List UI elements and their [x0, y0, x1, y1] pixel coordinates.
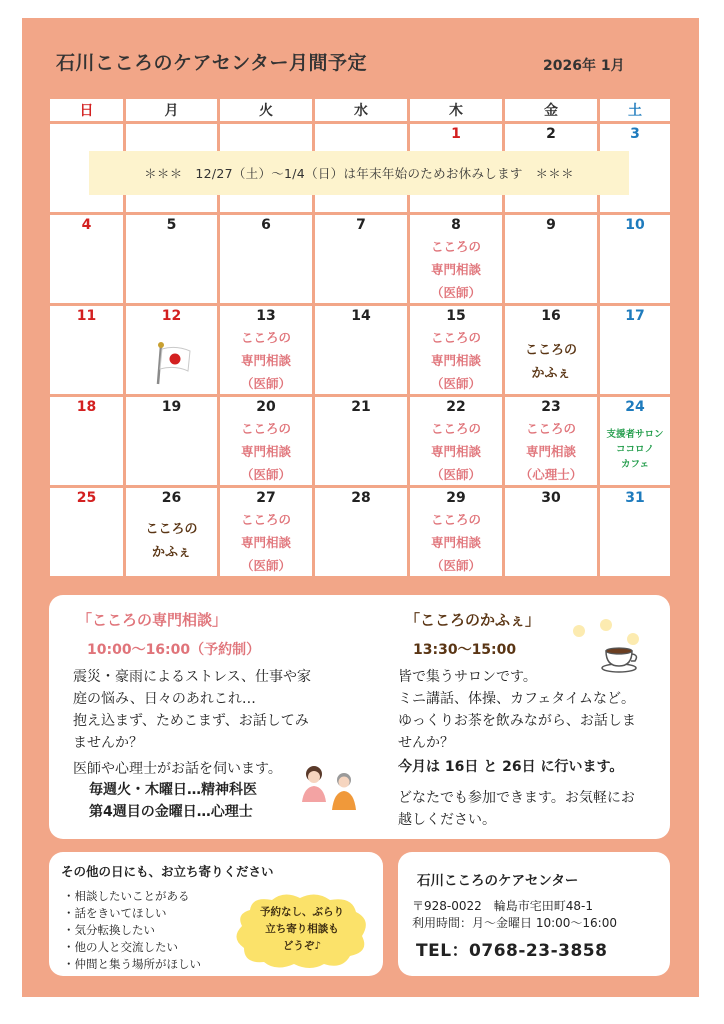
day-number: 16: [541, 308, 561, 324]
cafe-time: 13:30～15:00: [413, 642, 517, 658]
cafe-open-note: どなたでも参加できます。お気軽にお 越しください。: [398, 790, 635, 828]
day-number: 7: [356, 217, 366, 233]
day-number: 13: [256, 308, 276, 324]
event-cafe: こころの かふぇ: [145, 522, 198, 560]
event-salon: 支援者サロン ココロノ カフェ: [606, 429, 664, 470]
list-item: ・話をきいてほしい: [63, 906, 167, 920]
drop-in-list: [63, 888, 201, 973]
day-number: 10: [625, 217, 645, 233]
drop-in-panel: [49, 852, 383, 976]
event-consult-doctor: こころの 専門相談 （医師）: [240, 330, 291, 391]
consult-title: 「こころの専門相談」: [77, 611, 228, 629]
day-number: 21: [351, 399, 371, 415]
contact-org: 石川こころのケアセンター: [417, 873, 579, 889]
weekday-sat: 土: [600, 99, 670, 121]
day-cell[interactable]: [315, 397, 407, 485]
day-number: 28: [351, 490, 371, 506]
day-number: 6: [261, 217, 271, 233]
day-cell[interactable]: [505, 488, 597, 576]
day-number: 29: [446, 490, 466, 506]
day-cell[interactable]: [220, 397, 312, 485]
day-number: 8: [451, 217, 461, 233]
drop-in-title: その他の日にも、お立ち寄りください: [61, 864, 274, 879]
consult-time: 10:00～16:00（予約制）: [87, 642, 261, 658]
day-cell[interactable]: [410, 397, 502, 485]
day-cell[interactable]: [600, 488, 670, 576]
day-cell[interactable]: [410, 215, 502, 303]
day-number: 1: [451, 126, 461, 142]
day-number: 25: [76, 490, 97, 506]
list-item: ・他の人と交流したい: [63, 940, 178, 954]
list-item: ・仲間と集う場所がほしい: [63, 957, 201, 971]
day-cell[interactable]: [126, 215, 217, 303]
day-cell[interactable]: [315, 488, 407, 576]
day-cell[interactable]: [50, 215, 123, 303]
cafe-description: 皆で集うサロンです。 ミニ講話、体操、カフェタイムなど。 ゆっくりお茶を飲みながら、お話しま せんか？: [398, 669, 636, 751]
event-consult-doctor: こころの 専門相談 （医師）: [430, 330, 481, 391]
day-cell[interactable]: [50, 397, 123, 485]
day-cell[interactable]: [126, 306, 217, 394]
day-cell[interactable]: [126, 488, 217, 576]
weekday-wed: 水: [315, 99, 407, 121]
event-consult-doctor: こころの 専門相談 （医師）: [240, 512, 291, 573]
day-number: 9: [546, 217, 556, 233]
day-cell[interactable]: [315, 306, 407, 394]
weekday-tue: 火: [220, 99, 312, 121]
day-cell[interactable]: [50, 306, 123, 394]
day-number: 24: [625, 399, 645, 415]
contact-tel[interactable]: TEL：0768-23-3858: [416, 941, 608, 961]
counseling-people-icon: [296, 760, 368, 820]
day-number: 23: [541, 399, 561, 415]
day-number: 17: [625, 308, 645, 324]
holiday-notice: ＊＊＊ 12/27（土）～1/4（日）は年末年始のためお休みします ＊＊＊: [89, 151, 629, 195]
day-cell[interactable]: [410, 306, 502, 394]
day-number: 5: [166, 217, 177, 233]
day-number: 27: [256, 490, 276, 506]
contact-address: 〒928-0022 輪島市宅田町48-1: [412, 899, 594, 913]
day-cell[interactable]: [505, 215, 597, 303]
consult-description: 震災・豪雨によるストレス、仕事や家 庭の悩み、日々のあれこれ… 抱え込まず、ためこまず、お話してみ ませんか？: [73, 669, 311, 751]
weekday-fri: 金: [505, 99, 597, 121]
cafe-title: 「こころのかふぇ」: [405, 611, 541, 629]
day-number: 31: [625, 490, 645, 506]
day-number: 4: [81, 217, 92, 233]
day-number: 2: [546, 126, 556, 142]
day-number: 20: [256, 399, 276, 415]
day-number: 22: [446, 399, 466, 415]
day-number: 12: [161, 308, 182, 324]
page-title: 石川こころのケアセンター月間予定: [56, 52, 368, 74]
list-item: ・気分転換したい: [63, 923, 155, 937]
day-number: 26: [161, 490, 182, 506]
month-label: 2026年 1月: [543, 58, 625, 74]
consult-schedule: 毎週火・木曜日…精神科医 第4週目の金曜日…心理士: [89, 782, 257, 820]
day-cell[interactable]: [600, 215, 670, 303]
day-cell[interactable]: [126, 397, 217, 485]
day-number: 11: [76, 308, 97, 324]
event-consult-doctor: こころの 専門相談 （医師）: [430, 512, 481, 573]
day-cell[interactable]: [600, 397, 670, 485]
contact-panel: [398, 852, 670, 976]
event-cafe: こころの かふぇ: [524, 343, 577, 381]
contact-hours: 利用時間：月～金曜日 10:00～16:00: [412, 916, 617, 930]
event-consult-doctor: こころの 専門相談 （医師）: [430, 239, 481, 300]
day-cell[interactable]: [505, 397, 597, 485]
day-number: 14: [351, 308, 371, 324]
coffee-cup-icon: [571, 615, 651, 675]
weekday-mon: 月: [126, 99, 217, 121]
event-consult-psych: こころの 専門相談 （心理士）: [519, 421, 583, 482]
consult-staff-intro: 医師や心理士がお話を伺います。: [73, 761, 282, 777]
japan-flag-icon: [156, 340, 192, 386]
day-number: 15: [446, 308, 466, 324]
cafe-this-month: 今月は 16日 と 26日 に行います。: [398, 759, 624, 775]
day-number: 3: [630, 126, 640, 142]
info-panel: [49, 595, 670, 839]
day-cell[interactable]: [220, 306, 312, 394]
event-consult-doctor: こころの 専門相談 （医師）: [430, 421, 481, 482]
day-number: 18: [76, 399, 97, 415]
day-cell[interactable]: [220, 215, 312, 303]
day-cell[interactable]: [50, 488, 123, 576]
day-cell[interactable]: [315, 215, 407, 303]
day-cell[interactable]: [505, 306, 597, 394]
weekday-thu: 木: [410, 99, 502, 121]
event-consult-doctor: こころの 専門相談 （医師）: [240, 421, 291, 482]
list-item: ・相談したいことがある: [63, 889, 190, 903]
day-cell[interactable]: [410, 488, 502, 576]
day-cell[interactable]: [600, 306, 670, 394]
drop-in-bubble-text: 予約なし、ぶらり 立ち寄り相談も どうぞ♪: [260, 906, 344, 952]
day-cell[interactable]: [220, 488, 312, 576]
day-number: 30: [541, 490, 561, 506]
weekday-sun: 日: [50, 99, 123, 121]
day-number: 19: [161, 399, 182, 415]
